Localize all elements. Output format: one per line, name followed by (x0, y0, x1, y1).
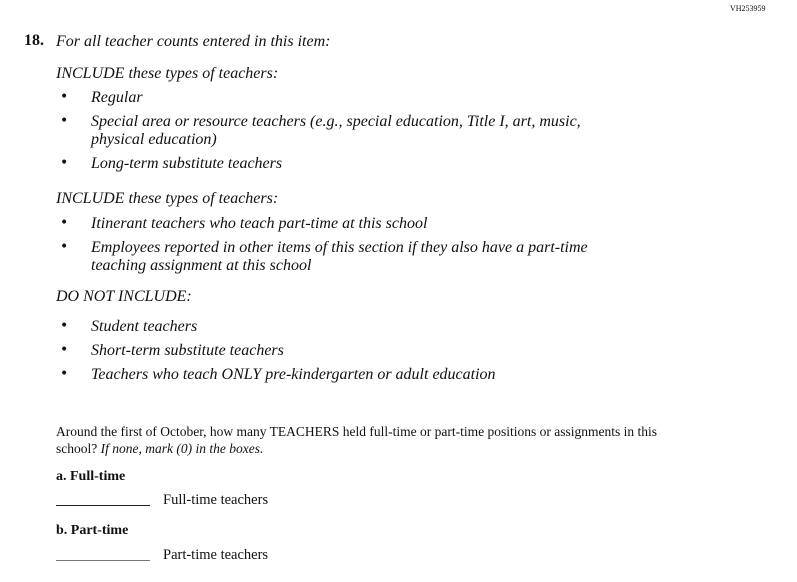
list-item: Special area or resource teachers (e.g., special education, Title I, art, music, (91, 113, 581, 130)
prompt-instruction: If none, mark (0) in the boxes. (100, 441, 264, 456)
list-item-continued: teaching assignment at this school (91, 257, 312, 274)
bullet: • (60, 239, 69, 255)
include-heading-1: INCLUDE these types of teachers: (56, 65, 279, 82)
prompt-text: Around the first of October, how many TEACHERS held full-time or part-time positions or assignments in this school? (56, 424, 658, 456)
list-item-continued: physical education) (91, 131, 217, 148)
bullet: • (60, 155, 69, 171)
question-number: 18. (24, 32, 44, 49)
bullet: • (60, 342, 69, 358)
bullet: • (60, 89, 69, 105)
bullet: • (60, 318, 69, 334)
bullet: • (60, 113, 69, 129)
bullet: • (60, 366, 69, 382)
bullet: • (60, 215, 69, 231)
list-item: Student teachers (91, 318, 198, 335)
question-intro: For all teacher counts entered in this item: (56, 33, 331, 50)
question-prompt (56, 423, 676, 457)
part-time-field-label: Part-time teachers (163, 547, 269, 563)
list-item: Long-term substitute teachers (91, 155, 283, 172)
part-time-teachers-field[interactable] (56, 560, 150, 561)
list-item: Itinerant teachers who teach part-time at this school (91, 215, 428, 232)
exclude-heading: DO NOT INCLUDE: (56, 288, 192, 305)
list-item: Short-term substitute teachers (91, 342, 284, 359)
full-time-field-label: Full-time teachers (163, 492, 269, 508)
include-heading-2: INCLUDE these types of teachers: (56, 190, 279, 207)
form-code: VH253959 (730, 4, 766, 13)
full-time-teachers-field[interactable] (56, 505, 150, 506)
list-item: Employees reported in other items of this section if they also have a part-time (91, 239, 588, 256)
part-b-label: b. Part-time (56, 523, 129, 538)
part-a-label: a. Full-time (56, 469, 126, 484)
list-item: Teachers who teach ONLY pre-kindergarten or adult education (91, 366, 496, 383)
list-item: Regular (91, 89, 143, 106)
